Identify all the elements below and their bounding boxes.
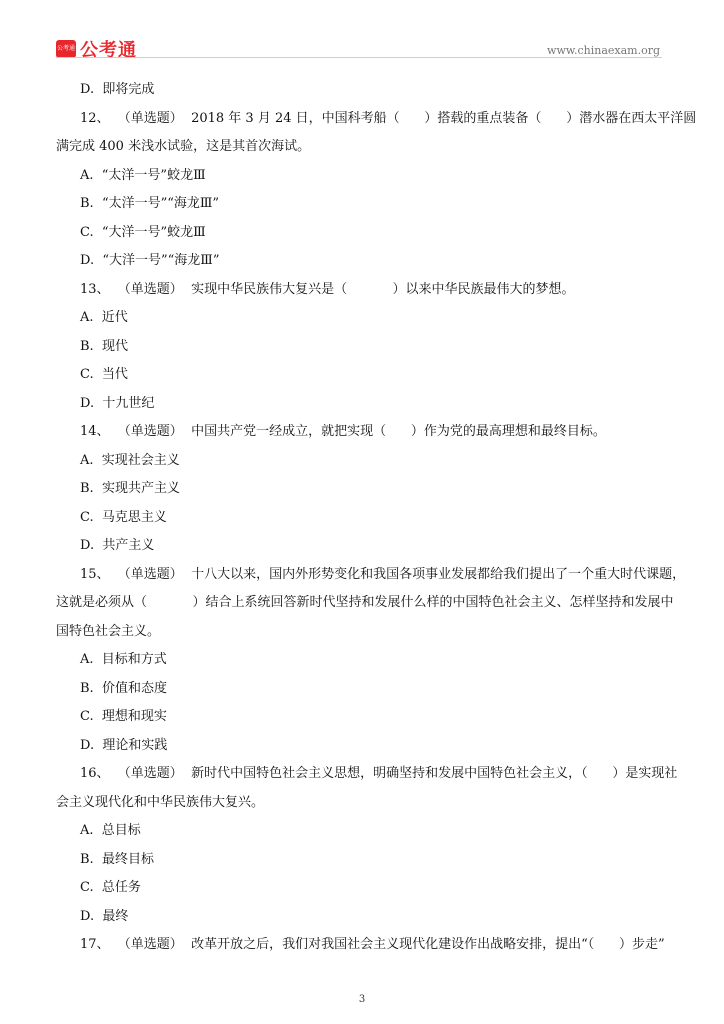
question-continuation: 这就是必须从（ ）结合上系统回答新时代坚持和发展什么样的中国特色社会主义、怎样坚持和发展中 [56, 595, 674, 610]
logo-text: 公考通 [80, 40, 137, 61]
header-divider [56, 57, 662, 58]
question-stem: 13、 （单选题） 实现中华民族伟大复兴是（ ）以来中华民族最伟大的梦想。 [80, 281, 575, 297]
page-header [0, 0, 724, 62]
question-continuation: 会主义现代化和中华民族伟大复兴。 [56, 794, 265, 810]
answer-option: B. 价值和态度 [80, 680, 167, 696]
question-stem: 15、 （单选题） 十八大以来，国内外形势变化和我国各项事业发展都给我们提出了一个重大时代课题， [80, 566, 686, 582]
answer-option: D. 十九世纪 [80, 395, 155, 411]
logo [56, 36, 137, 62]
answer-option: D. “大洋一号”“海龙Ⅲ” [80, 253, 220, 268]
answer-option: C. 马克思主义 [80, 509, 167, 525]
question-stem: 16、 （单选题） 新时代中国特色社会主义思想，明确坚持和发展中国特色社会主义，（ ）是实现社 [80, 766, 678, 781]
answer-option: A. 总目标 [80, 823, 141, 838]
answer-option: D. 即将完成 [80, 82, 155, 97]
answer-option: B. 最终目标 [80, 851, 154, 867]
answer-option: A. 近代 [80, 310, 128, 325]
answer-option: B. “太洋一号”“海龙Ⅲ” [80, 196, 220, 211]
answer-option: D. 理论和实践 [80, 737, 168, 753]
answer-option: C. 当代 [80, 367, 128, 382]
answer-option: A. “太洋一号”蛟龙Ⅲ [80, 167, 206, 183]
answer-option: B. 现代 [80, 338, 128, 354]
question-continuation: 满完成 400 米浅水试验，这是其首次海试。 [56, 139, 311, 154]
question-stem: 17、 （单选题） 改革开放之后，我们对我国社会主义现代化建设作出战略安排，提出“（ ）步走” [80, 937, 665, 952]
answer-option: A. 实现社会主义 [80, 452, 180, 468]
question-stem: 12、 （单选题） 2018 年 3 月 24 日，中国科考船（ ）搭载的重点装备（ ）潜水器在西太平洋圆 [80, 110, 697, 126]
question-stem: 14、 （单选题） 中国共产党一经成立，就把实现（ ）作为党的最高理想和最终目标。 [80, 424, 606, 439]
answer-option: C. 理想和现实 [80, 709, 167, 724]
answer-option: C. 总任务 [80, 880, 141, 895]
answer-option: D. 最终 [80, 908, 129, 924]
answer-option: D. 共产主义 [80, 538, 155, 553]
answer-option: B. 实现共产主义 [80, 481, 180, 496]
answer-option: C. “大洋一号”蛟龙Ⅲ [80, 224, 206, 240]
site-url: www.chinaexam.org [547, 44, 660, 57]
question-continuation: 国特色社会主义。 [56, 623, 161, 639]
logo-badge: 公考通 [56, 40, 76, 58]
answer-option: A. 目标和方式 [80, 652, 167, 667]
document-body [56, 76, 697, 960]
page-number: 3 [358, 994, 366, 1005]
